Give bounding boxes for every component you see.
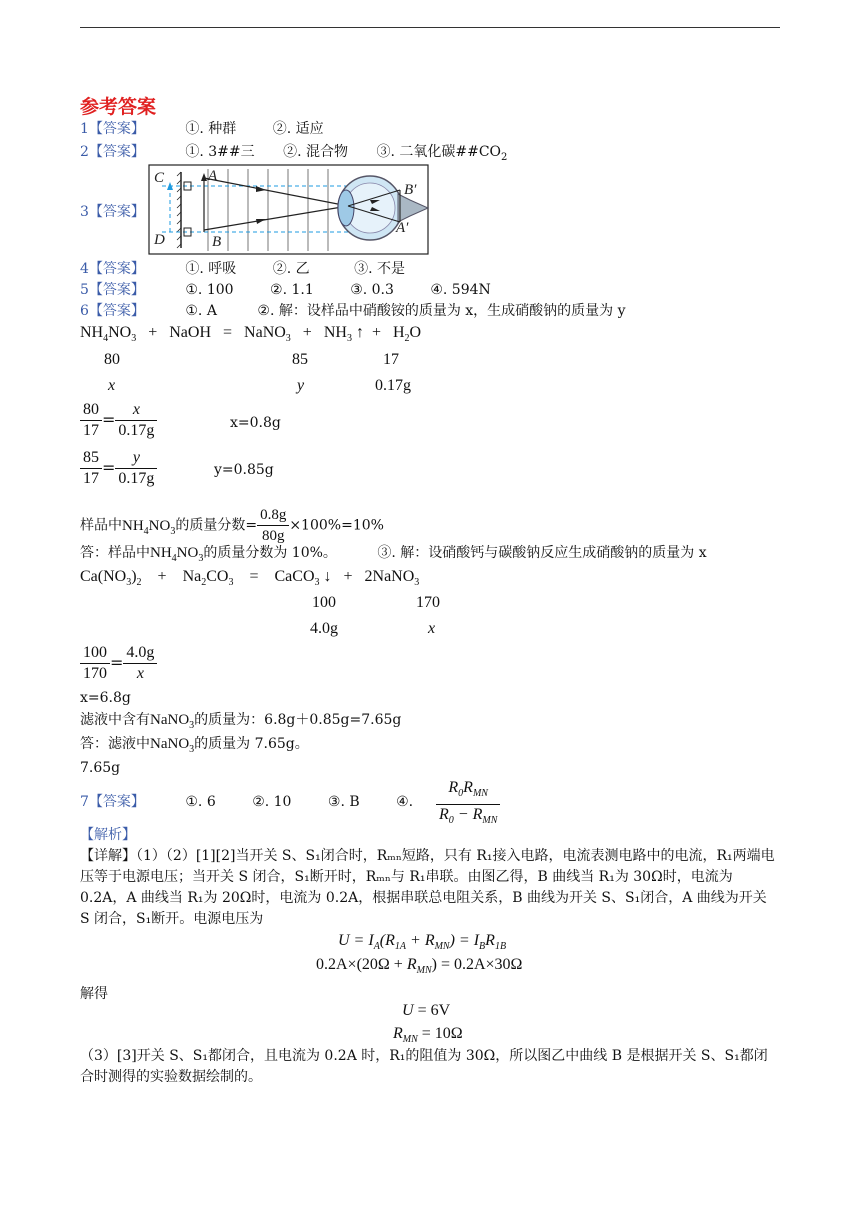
option-2: ②. 1.1 bbox=[270, 282, 314, 298]
molar-mass: 17 bbox=[383, 351, 399, 368]
option-1: ①. 3##三 bbox=[185, 144, 255, 160]
filtrate-mass: 滤液中含有NaNO$_3$的质量为：6.8g＋0.85g=7.65g bbox=[80, 712, 402, 731]
answer-3 bbox=[80, 203, 145, 221]
label-B-prime: B′ bbox=[404, 182, 417, 198]
molar-mass: 170 bbox=[416, 594, 440, 611]
proportion-2: $\frac{85}{17}$ = $\frac{y}{0.17g}$ bbox=[80, 448, 157, 489]
variable: x bbox=[428, 620, 436, 637]
answer-4 bbox=[80, 260, 405, 278]
equation-1: $NH_4NO_3$ + NaOH = NaNO$_3$ + $NH_3$ ↑ + $H_2O$ bbox=[80, 324, 422, 345]
variable: y bbox=[297, 377, 305, 394]
option-3: ③. B bbox=[327, 794, 360, 810]
answer-7 bbox=[80, 793, 413, 811]
equation-2: $Ca(NO_3)_2$ + $Na_2CO_3$ = CaCO$_3$ ↓ + 2NaNO$_3$ bbox=[80, 568, 420, 589]
analysis-heading: 【解析】 bbox=[80, 827, 136, 843]
option-2: ②. 混合物 bbox=[283, 144, 349, 160]
final-answer: 7.65g bbox=[80, 760, 121, 776]
answer-line-2: 答：滤液中NaNO$_3$的质量为 7.65g。 bbox=[80, 736, 309, 755]
result-rmn: $R_{MN} = 10\Omega$ bbox=[393, 1025, 463, 1046]
answer-tag: 2【答案】 bbox=[80, 144, 145, 160]
proportion-3: $\frac{100}{170}$ = $\frac{4.0g}{x}$ bbox=[80, 643, 157, 684]
label-C: C bbox=[154, 170, 165, 186]
equation-u: $U = I_A(R_{1A} + R_{MN}) = I_BR_{1B}$ bbox=[338, 932, 507, 953]
proportion-1: $\frac{80}{17}$ = $\frac{x}{0.17g}$ bbox=[80, 400, 157, 441]
label-B: B bbox=[212, 234, 222, 250]
molar-mass: 100 bbox=[312, 594, 336, 611]
analysis-paragraph-3: （3）[3]开关 S、S₁都闭合，且电流为 0.2A 时，R₁的阻值为 30Ω，所以图乙中曲线 B 是根据开关 S、S₁都闭合时测得的实验数据绘制的。 bbox=[80, 1048, 768, 1085]
option-3: ③. 二氧化碳##CO bbox=[376, 144, 502, 160]
option-2: ②. 10 bbox=[252, 794, 292, 810]
answer-line-1: 答：样品中$NH_4NO_3$的质量分数为 10%。 ③. 解：设硝酸钙与碳酸钠反应生成硝酸钠的质量为 x bbox=[80, 545, 707, 564]
label-A: A bbox=[208, 168, 218, 184]
answer-5 bbox=[80, 281, 491, 299]
answer-6 bbox=[80, 302, 626, 320]
eye-optics-diagram bbox=[148, 164, 430, 256]
mass-fraction: 样品中$NH_4NO_3$的质量分数= $\frac{0.8g}{80g}$ ×100%=10% bbox=[80, 507, 384, 544]
molar-mass: 80 bbox=[104, 351, 120, 368]
answer-tag: 1【答案】 bbox=[80, 121, 145, 137]
answer-tag: 5【答案】 bbox=[80, 282, 145, 298]
variable: x bbox=[108, 377, 116, 394]
equation-substituted: $0.2A\times(20\Omega + R_{MN}) = 0.2A\times 30\Omega$ bbox=[316, 956, 523, 977]
result-y: y=0.85g bbox=[214, 462, 274, 478]
option-1: ①. 呼吸 bbox=[185, 261, 237, 277]
option-2: ②. 解：设样品中硝酸铵的质量为 x，生成硝酸钠的质量为 y bbox=[257, 303, 626, 319]
page-title: 参考答案 bbox=[80, 96, 157, 118]
option-1: ①. 100 bbox=[185, 282, 234, 298]
option-1: ①. 种群 bbox=[185, 121, 237, 137]
answer-tag: 3【答案】 bbox=[80, 204, 145, 220]
option-4: ④. 594N bbox=[430, 282, 491, 298]
option-4: ④. bbox=[396, 794, 414, 810]
answer-tag: 7【答案】 bbox=[80, 794, 145, 810]
label-A-prime: A′ bbox=[396, 220, 409, 236]
header-rule bbox=[80, 27, 780, 28]
option-3: ③. 不是 bbox=[354, 261, 405, 277]
molar-mass: 85 bbox=[292, 351, 308, 368]
option-2: ②. 适应 bbox=[272, 121, 324, 137]
option-2: ②. 乙 bbox=[272, 261, 310, 277]
option-1: ①. 6 bbox=[185, 794, 216, 810]
solve-label: 解得 bbox=[80, 986, 108, 1002]
option-3: ③. 0.3 bbox=[350, 282, 394, 298]
result-x2: x=6.8g bbox=[80, 690, 131, 706]
variable: 0.17g bbox=[375, 377, 411, 394]
answer-2: 2【答案】 ①. 3##三 ②. 混合物 ③. 二氧化碳$\#\#CO_2$ bbox=[80, 144, 508, 163]
label-D: D bbox=[154, 232, 165, 248]
result-u: U = 6V bbox=[402, 1002, 451, 1019]
answer-tag: 6【答案】 bbox=[80, 303, 145, 319]
analysis-paragraph: 【详解】（1）（2）[1][2]当开关 S、S₁闭合时，Rₘₙ短路，只有 R₁接入电路，电流表测电路中的电流，R₁两端电压等于电源电压；当开关 S 闭合，S₁断开时，Rₘₙ与 R₁串联。由图乙得，B 曲线当 R₁为 30Ω时，电流为 0.2A，A 曲线当 R₁为 20Ω时，电流为 0.2A，根据串联总电阻关系，B 曲线为开关 S、S₁闭合，A 曲线为开关 S 闭合，S₁断开。电源电压为 bbox=[80, 848, 775, 927]
answer-tag: 4【答案】 bbox=[80, 261, 145, 277]
option-1: ①. A bbox=[185, 303, 217, 319]
answer-1 bbox=[80, 120, 324, 138]
variable: 4.0g bbox=[310, 620, 338, 637]
option-3: ③. 解：设硝酸钙与碳酸钠反应生成硝酸钠的质量为 x bbox=[377, 545, 707, 561]
formula-r: $\frac{R_0R_{MN}}{R_0 - R_{MN}}$ bbox=[436, 778, 500, 831]
result-x: x=0.8g bbox=[230, 415, 281, 431]
